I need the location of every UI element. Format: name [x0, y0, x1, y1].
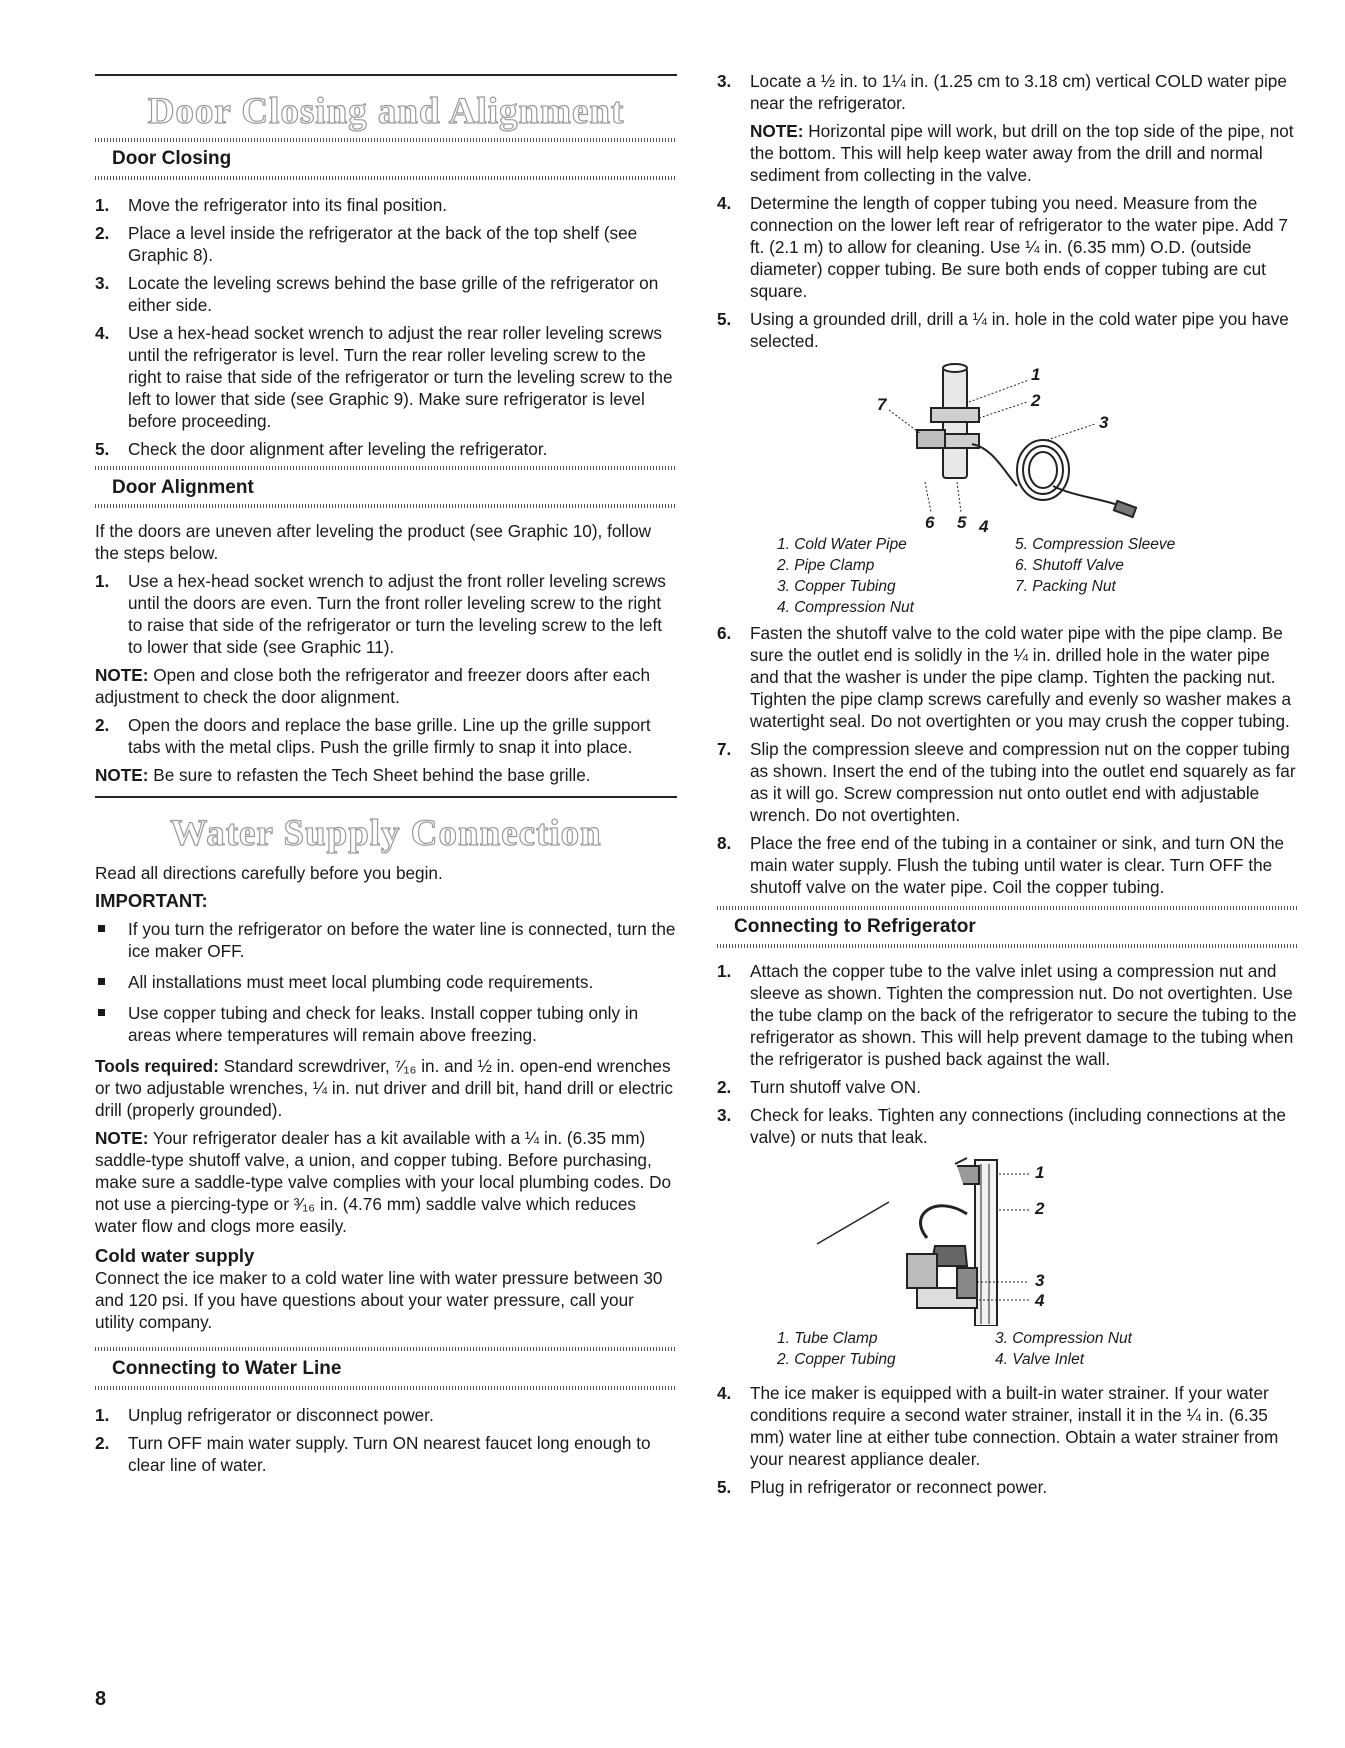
hatch-divider	[95, 138, 677, 142]
cold-water-heading: Cold water supply	[95, 1245, 255, 1266]
legend-item: 2. Copper Tubing	[777, 1351, 896, 1368]
legend-item: 1. Cold Water Pipe	[777, 536, 907, 553]
list-item: 1. Move the refrigerator into its final position.	[95, 195, 448, 215]
door-alignment-intro: If the doors are uneven after leveling the product (see Graphic 10), follow the steps below.	[95, 521, 652, 563]
callout-6: 6	[925, 513, 935, 532]
hatch-divider	[95, 1386, 677, 1390]
callout-7: 7	[877, 395, 887, 414]
legend-item: 5. Compression Sleeve	[1015, 536, 1176, 553]
important-label: IMPORTANT:	[95, 890, 208, 911]
connecting-water-line-heading: Connecting to Water Line	[112, 1358, 342, 1379]
legend-item: 3. Copper Tubing	[777, 578, 896, 595]
hatch-divider	[717, 944, 1297, 948]
hatch-divider	[95, 1347, 677, 1351]
list-item: 8. Place the free end of the tubing in a container or sink, and turn ON the main water supply. Flush the tubing until water is clear. Turn OFF the shutoff valve on the water pipe. Coil the copper tubing.	[717, 833, 1285, 897]
list-item: All installations must meet local plumbing code requirements.	[95, 971, 677, 993]
valve-inlet-legend	[717, 1326, 1297, 1374]
list-item: 2. Turn OFF main water supply. Turn ON nearest faucet long enough to clear line of water.	[95, 1433, 651, 1475]
water-supply-connection-title: Water Supply Connection	[170, 813, 602, 854]
page-number: 8	[95, 1688, 107, 1710]
list-item: 4. Determine the length of copper tubing you need. Measure from the connection on the lower left rear of refrigerator to the water pipe. Add 7 ft. (2.1 m) to allow for cleaning. Use ¼ in. (6.35 mm) O.D. (outside diameter) copper tubing. Be sure both ends of copper tubing are cut square.	[717, 193, 1288, 301]
door-alignment-note-1: NOTE: Open and close both the refrigerator and freezer doors after each adjustment to check the door alignment.	[95, 665, 651, 707]
water-intro: Read all directions carefully before you begin.	[95, 863, 443, 883]
list-item: Use copper tubing and check for leaks. Install copper tubing only in areas where temperatures will remain above freezing.	[95, 1002, 677, 1046]
door-closing-heading: Door Closing	[112, 148, 232, 169]
left-column	[95, 0, 677, 1482]
list-item: 4. Use a hex-head socket wrench to adjust the rear roller leveling screws until the refrigerator is level. Turn the rear roller leveling screw to the right to raise that side of the refrigerator or turn the leveling screw to the left to lower that side (see Graphic 9). Make sure refrigerator is level before proceeding.	[95, 323, 673, 431]
callout-3: 3	[1035, 1271, 1045, 1290]
hatch-divider	[95, 176, 677, 180]
tools-required: Tools required: Standard screwdriver, ⁷⁄₁₆ in. and ½ in. open-end wrenches or two adjustable wrenches, ¼ in. nut driver and drill bit, hand drill or electric drill (properly grounded).	[95, 1056, 673, 1120]
shutoff-valve-illustration	[717, 358, 1297, 534]
connecting-water-line-steps	[95, 1404, 677, 1476]
valve-inlet-figure	[717, 1154, 1297, 1326]
connecting-refrigerator-heading: Connecting to Refrigerator	[734, 916, 976, 937]
list-item: 2. Turn shutoff valve ON.	[717, 1077, 921, 1097]
list-item: 3. Check for leaks. Tighten any connections (including connections at the valve) or nuts that leak.	[717, 1105, 1286, 1147]
right-column	[717, 0, 1297, 1504]
steps-4-5	[717, 192, 1297, 352]
list-item: 1. Use a hex-head socket wrench to adjust the front roller leveling screws until the doors are even. Turn the front roller leveling screw to the right to raise that side of the refrigerator or turn the leveling screw to the left to lower that side (see Graphic 11).	[95, 571, 666, 657]
hatch-divider	[717, 906, 1297, 910]
list-item: 5. Check the door alignment after leveling the refrigerator.	[95, 439, 548, 459]
callout-1: 1	[1035, 1163, 1045, 1182]
door-closing-steps	[95, 194, 677, 460]
steps-6-8	[717, 622, 1297, 898]
legend-item: 2. Pipe Clamp	[777, 557, 875, 574]
important-bullets	[95, 918, 677, 1046]
kit-note: NOTE: Your refrigerator dealer has a kit available with a ¼ in. (6.35 mm) saddle-type shutoff valve, a union, and copper tubing. Before purchasing, make sure a saddle-type valve complies with your local plumbing codes. Do not use a piercing-type or ³⁄₁₆ in. (4.76 mm) saddle valve which reduces water flow and clogs more easily.	[95, 1128, 672, 1236]
connecting-refrigerator-steps	[717, 960, 1297, 1148]
legend-item: 3. Compression Nut	[995, 1330, 1132, 1347]
cold-water-text: Connect the ice maker to a cold water line with water pressure between 30 and 120 psi. If you have questions about your water pressure, call your utility company.	[95, 1268, 663, 1332]
door-closing-alignment-title: Door Closing and Alignment	[147, 91, 625, 132]
legend-item: 6. Shutoff Valve	[1015, 557, 1124, 574]
hatch-divider	[95, 504, 677, 508]
legend-item: 4. Compression Nut	[777, 599, 914, 616]
callout-3: 3	[1099, 413, 1109, 432]
list-item: 2. Place a level inside the refrigerator at the back of the top shelf (see Graphic 8).	[95, 223, 638, 265]
valve-inlet-illustration	[717, 1154, 1297, 1326]
callout-4: 4	[979, 517, 989, 536]
callout-2: 2	[1035, 1199, 1045, 1218]
callout-2: 2	[1031, 391, 1041, 410]
list-item: 5. Plug in refrigerator or reconnect power.	[717, 1477, 1048, 1497]
hatch-divider	[95, 466, 677, 470]
list-item: If you turn the refrigerator on before the water line is connected, turn the ice maker OFF.	[95, 918, 677, 962]
shutoff-valve-legend	[717, 534, 1297, 622]
door-alignment-step-2	[95, 714, 677, 758]
legend-item: 7. Packing Nut	[1015, 578, 1116, 595]
legend-item: 4. Valve Inlet	[995, 1351, 1085, 1368]
list-item: 3. Locate a ½ in. to 1¼ in. (1.25 cm to 3.18 cm) vertical COLD water pipe near the refrigerator.	[717, 71, 1287, 113]
section-rule	[95, 796, 677, 798]
list-item: 3. Locate the leveling screws behind the base grille of the refrigerator on either side.	[95, 273, 659, 315]
list-item: 7. Slip the compression sleeve and compression nut on the copper tubing as shown. Insert the end of the tubing into the outlet end squarely as far as it will go. Screw compression nut onto outlet end with adjustable wrench. Do not overtighten.	[717, 739, 1296, 825]
list-item: 1. Attach the copper tube to the valve inlet using a compression nut and sleeve as shown. Tighten the compression nut. Do not overtighten. Use the tube clamp on the back of the refrigerator to secure the tubing to the refrigerator as shown. This will help prevent damage to the tubing when the refrigerator is pushed back against the wall.	[717, 961, 1297, 1069]
shutoff-valve-figure	[717, 358, 1297, 534]
list-item: 2. Open the doors and replace the base grille. Line up the grille support tabs with the metal clips. Push the grille firmly to snap it into place.	[95, 715, 651, 757]
callout-1: 1	[1031, 365, 1041, 384]
steps-4-5-final	[717, 1382, 1297, 1498]
legend-item: 1. Tube Clamp	[777, 1330, 878, 1347]
list-item: 4. The ice maker is equipped with a built-in water strainer. If your water conditions require a second water strainer, install it in the ¼ in. (6.35 mm) water line at either tube connection. Obtain a water strainer from your nearest appliance dealer.	[717, 1383, 1279, 1469]
door-alignment-note-2: NOTE: Be sure to refasten the Tech Sheet behind the base grille.	[95, 765, 591, 785]
steps-3	[717, 70, 1297, 114]
list-item: 6. Fasten the shutoff valve to the cold water pipe with the pipe clamp. Be sure the outlet end is solidly in the ¼ in. drilled hole in the water pipe and that the washer is under the pipe clamp. Tighten the packing nut. Tighten the pipe clamp screws carefully and evenly so washer makes a watertight seal. Do not overtighten or you may crush the copper tubing.	[717, 623, 1292, 731]
horizontal-pipe-note: NOTE: Horizontal pipe will work, but drill on the top side of the pipe, not the bottom. This will help keep water away from the drill and normal sediment from collecting in the valve.	[750, 121, 1294, 185]
door-alignment-step-1	[95, 570, 677, 658]
callout-4: 4	[1035, 1291, 1045, 1310]
list-item: 5. Using a grounded drill, drill a ¼ in. hole in the cold water pipe you have selected.	[717, 309, 1289, 351]
callout-5: 5	[957, 513, 967, 532]
list-item: 1. Unplug refrigerator or disconnect power.	[95, 1405, 434, 1425]
section-rule	[95, 74, 677, 76]
door-alignment-heading: Door Alignment	[112, 477, 254, 498]
